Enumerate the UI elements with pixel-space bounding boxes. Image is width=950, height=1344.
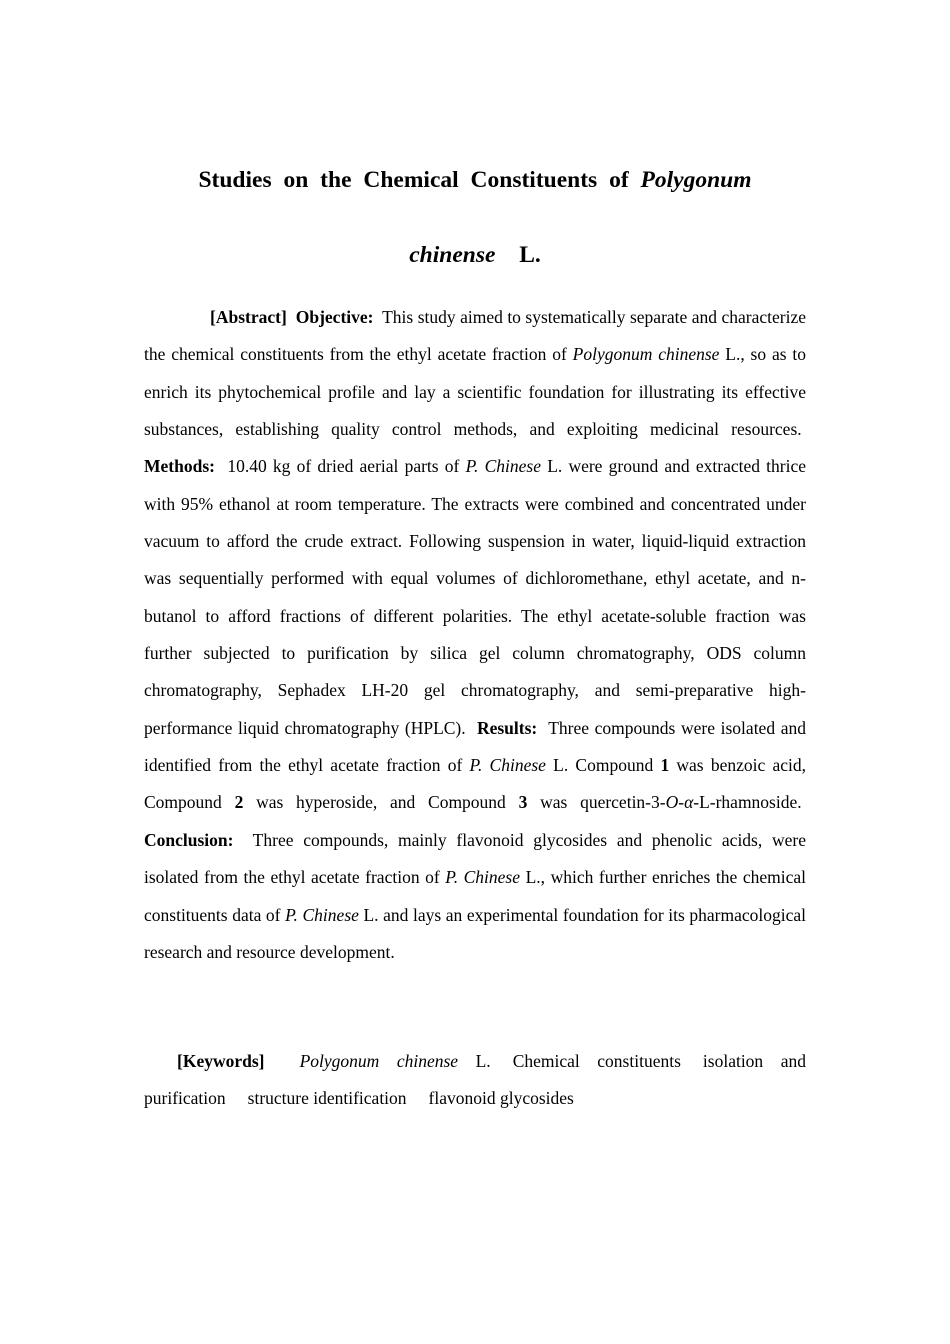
results-dash: - — [678, 792, 685, 813]
conclusion-species-1: P. Chinese — [445, 867, 521, 888]
results-text: Three compounds were isolated and identified from the ethyl acetate fraction of — [144, 717, 806, 776]
objective-text: This study aimed to systematically separate and characterize the chemical constituents from the ethyl acetate fraction of — [144, 307, 807, 365]
title-author-abbrev: L. — [519, 242, 541, 268]
objective-species: Polygonum chinense — [572, 344, 720, 365]
keyword-3: isolation and purification — [144, 1051, 806, 1109]
methods-text: 10.40 kg of dried aerial parts of — [227, 456, 460, 477]
abstract-paragraph — [144, 299, 806, 971]
keywords-paragraph — [144, 1043, 806, 1118]
compound-3-number: 3 — [518, 792, 528, 813]
title-species: chinense — [409, 242, 496, 268]
title-genus: Polygonum — [640, 167, 752, 193]
results-o-italic: O — [665, 792, 679, 813]
conclusion-species-2: P. Chinese — [285, 904, 359, 925]
keyword-4: structure identification — [247, 1088, 407, 1109]
results-label: Results: — [476, 717, 538, 738]
results-alpha-italic: α — [684, 792, 694, 813]
paper-title — [144, 143, 806, 293]
results-species: P. Chinese — [469, 755, 546, 776]
compound-2-number: 2 — [234, 792, 244, 813]
keyword-2: Chemical constituents — [512, 1051, 681, 1071]
objective-text-cont: L., so as to enrich its phytochemical profile and lay a scientific foundation for illustrating its effective substances, establishing quality control methods, and exploiting medicinal resources. — [144, 344, 806, 440]
methods-text-cont: L. were ground and extracted thrice with 95% ethanol at room temperature. The extracts were combined and concentrated under vacuum to afford the crude extract. Following suspension in water, liquid-liquid extraction was sequentially performed with equal volumes of dichloromethane, ethyl acetate, and n-butanol to afford fractions of different polarities. The ethyl acetate-soluble fraction was further subjected to purification by silica gel column chromatography, ODS column chromatography, Sephadex LH-20 gel chromatography, and semi-preparative high-performance liquid chromatography (HPLC). — [144, 456, 807, 738]
keyword-5: flavonoid glycosides — [428, 1088, 574, 1109]
title-text: Studies on the Chemical Constituents of — [198, 167, 629, 193]
keyword-1-species: Polygonum chinense — [299, 1051, 459, 1071]
results-text-c: was benzoic acid, Compound — [144, 755, 806, 813]
compound-1-number: 1 — [660, 755, 670, 776]
conclusion-text-c: L. and lays an experimental foundation for its pharmacological research and resource development. — [144, 904, 806, 962]
results-text-f: -L-rhamnoside. — [693, 792, 802, 813]
methods-species: P. Chinese — [465, 456, 541, 477]
keywords-tag: [Keywords] — [177, 1051, 265, 1071]
keyword-1-rest: L. — [475, 1051, 491, 1071]
conclusion-text: Three compounds, mainly flavonoid glycosides and phenolic acids, were isolated from the ethyl acetate fraction of — [144, 829, 806, 888]
results-text-e: was quercetin-3- — [540, 792, 666, 813]
abstract-tag: [Abstract] — [210, 307, 287, 327]
methods-label: Methods: — [144, 456, 215, 477]
conclusion-label: Conclusion: — [144, 829, 234, 850]
results-text-b: L. Compound — [553, 755, 654, 776]
results-text-d: was hyperoside, and Compound — [256, 792, 506, 813]
objective-label: Objective: — [295, 307, 374, 327]
conclusion-text-b: L., which further enriches the chemical constituents data of — [144, 867, 807, 925]
